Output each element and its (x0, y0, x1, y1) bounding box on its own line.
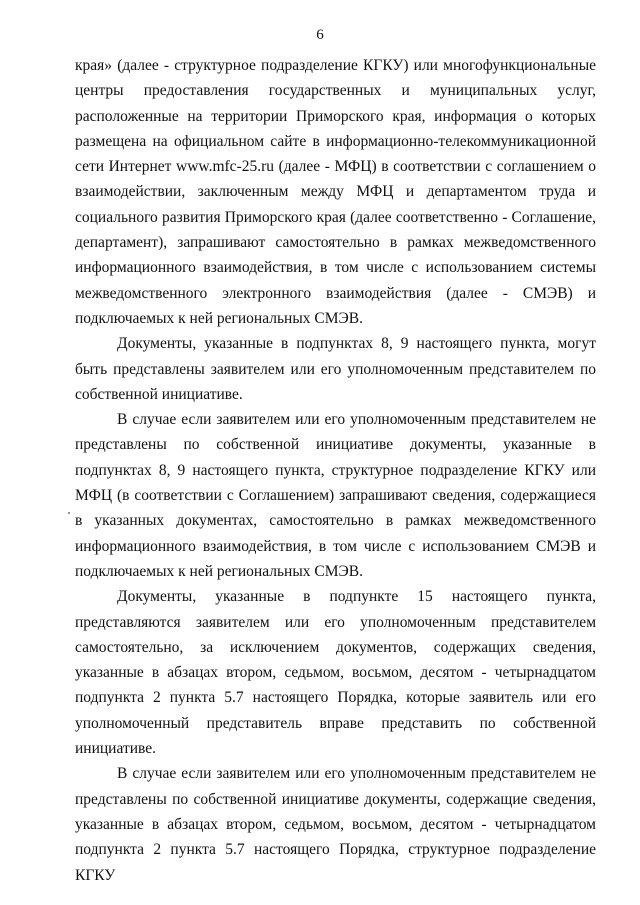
paragraph-interagency-request: В случае если заявителем или его уполномоченным представителем не представлены по собственной инициативе документы, указанные в подпунктах 8, 9 настоящего пункта, структурное подразделение КГКУ или МФЦ (в соответствии с Соглашением) запрашивают сведения, содержащиеся в указанных документах, самостоятельно в рамках межведомственного информационного взаимодействия, в том числе с использованием СМЭВ и подключаемых к ней региональных СМЭВ. (75, 411, 596, 580)
paragraph-not-provided-case: В случае если заявителем или его уполномоченным представителем не представлены по собственной инициативе документы, содержащие сведения, указанные в абзацах втором, седьмом, восьмом, десятом - четырнадцатом подпункта 2 пункта 5.7 настоящего Порядка, структурное подразделение КГКУ (75, 765, 596, 884)
paragraph-documents-optional: Документы, указанные в подпунктах 8, 9 настоящего пункта, могут быть представлены заявителем или его уполномоченным представителем по собственной инициативе. (75, 335, 596, 403)
paragraph-documents-subitem-15: Документы, указанные в подпункте 15 настоящего пункта, представляются заявителем или его уполномоченным представителем самостоятельно, за исключением документов, содержащих сведения, указанные в абзацах втором, седьмом, восьмом, десятом - четырнадцатом подпункта 2 пункта 5.7 настоящего Порядка, которые заявитель или его уполномоченный представитель вправе представить по собственной инициативе. (75, 588, 596, 758)
page-number: 6 (316, 27, 324, 43)
paragraph-continuation: края» (далее - структурное подразделение КГКУ) или многофункциональные центры предоставления государственных и муниципальных услуг, расположенные на территории Приморского края, информация о которых размещена на официальном сайте в информационно-телекоммуникационной сети Интернет www.mfc-25.ru (далее - МФЦ) в соответствии с соглашением о взаимодействии, заключенным между МФЦ и департаментом труда и социального развития Приморского края (далее соответственно - Соглашение, департамент), запрашивают самостоятельно в рамках межведомственного информационного взаимодействия, в том числе с использованием системы межведомственного электронного взаимодействия (далее - СМЭВ) и подключаемых к ней региональных СМЭВ. (75, 57, 596, 327)
scan-artifact-dot (68, 512, 70, 514)
document-body (75, 53, 596, 888)
